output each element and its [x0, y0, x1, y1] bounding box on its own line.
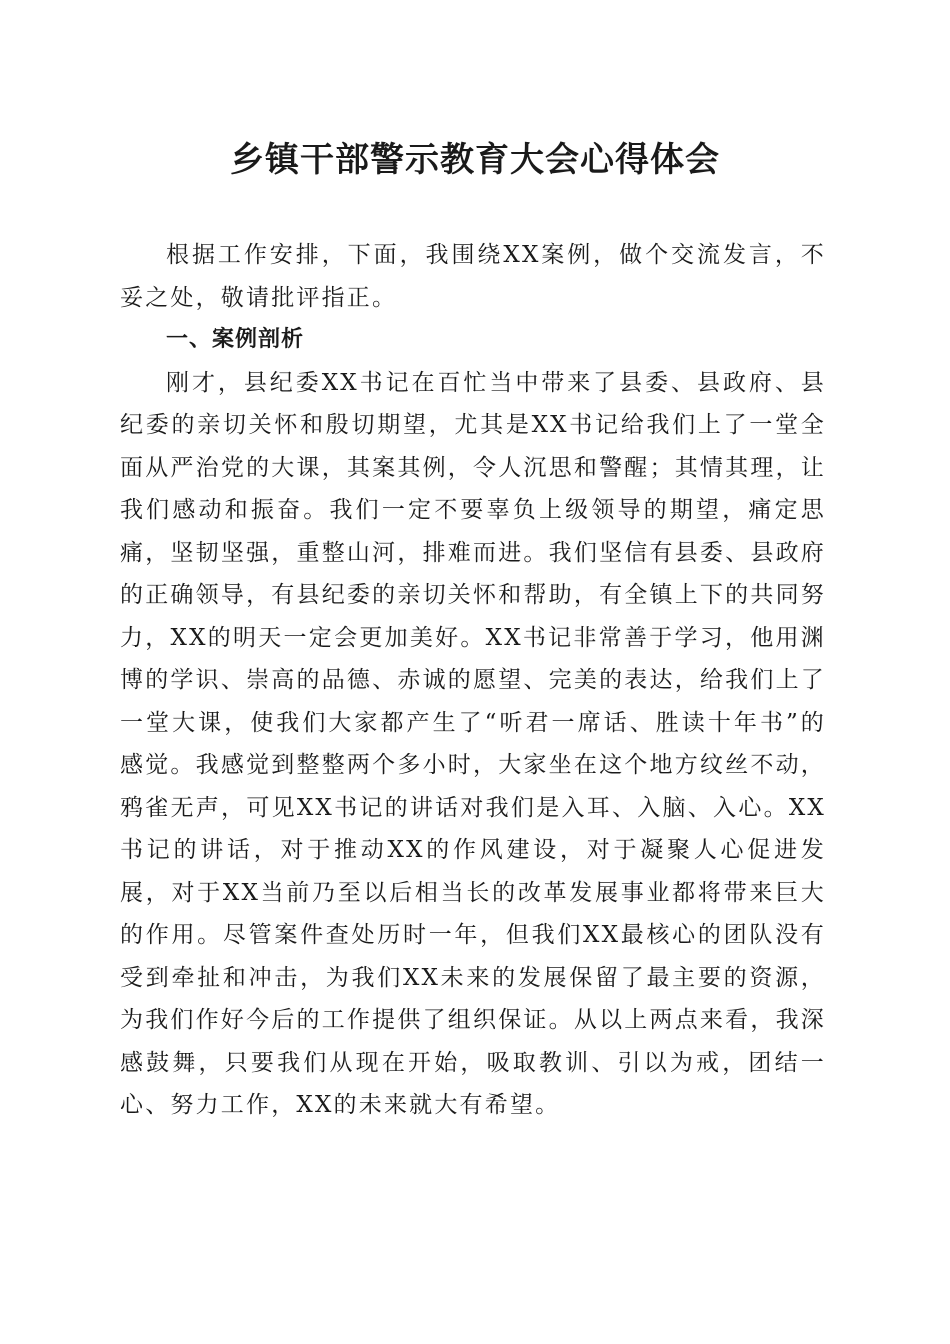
section-heading-case-analysis: 一、案例剖析 — [166, 327, 305, 352]
intro-paragraph: 根据工作安排，下面，我围绕XX案例，做个交流发言，不妥之处，敬请批评指正。 — [120, 242, 826, 311]
document-body — [120, 234, 826, 1127]
section-paragraph-case-analysis: 刚才，县纪委XX书记在百忙当中带来了县委、县政府、县纪委的亲切关怀和殷切期望，尤其是XX书记给我们上了一堂全面从严治党的大课，其案其例，令人沉思和警醒；其情其理，让我们感动和振奋。我们一定不要辜负上级领导的期望，痛定思痛，坚韧坚强，重整山河，排难而进。我们坚信有县委、县政府的正确领导，有县纪委的亲切关怀和帮助，有全镇上下的共同努力，XX的明天一定会更加美好。XX书记非常善于学习，他用渊博的学识、崇高的品德、赤诚的愿望、完美的表达，给我们上了一堂大课，使我们大家都产生了“听君一席话、胜读十年书”的感觉。我感觉到整整两个多小时，大家坐在这个地方纹丝不动，鸦雀无声，可见XX书记的讲话对我们是入耳、入脑、入心。XX书记的讲话，对于推动XX的作风建设，对于凝聚人心促进发展，对于XX当前乃至以后相当长的改革发展事业都将带来巨大的作用。尽管案件查处历时一年，但我们XX最核心的团队没有受到牵扯和冲击，为我们XX未来的发展保留了最主要的资源，为我们作好今后的工作提供了组织保证。从以上两点来看，我深感鼓舞，只要我们从现在开始，吸取教训、引以为戒，团结一心、努力工作，XX的未来就大有希望。 — [120, 369, 826, 1118]
document-title: 乡镇干部警示教育大会心得体会 — [230, 140, 720, 180]
